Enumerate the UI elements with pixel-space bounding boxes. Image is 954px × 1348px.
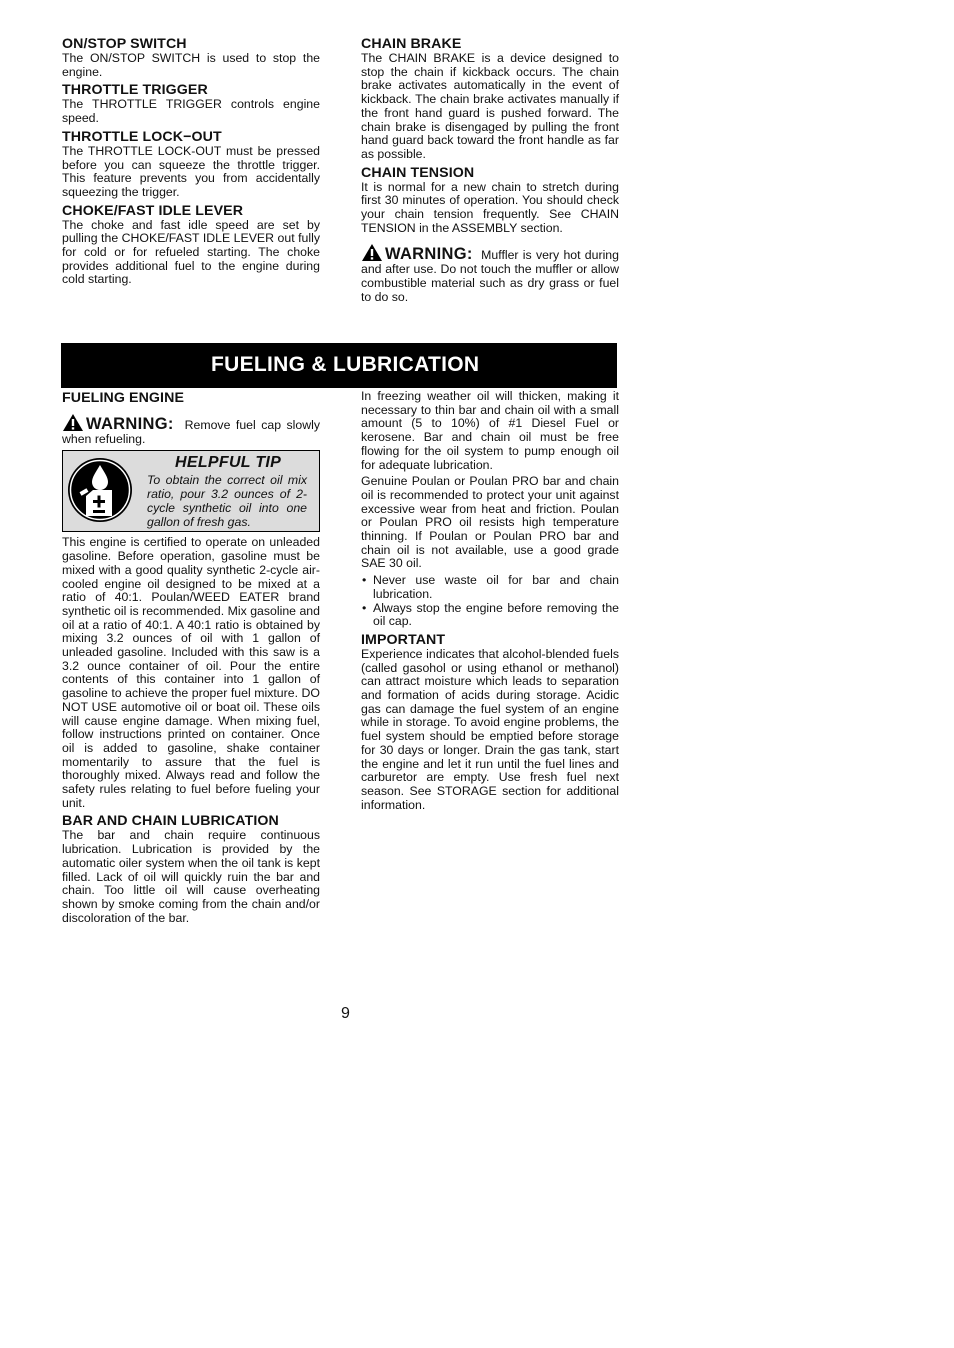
- text-throttle-lockout: The THROTTLE LOCK-OUT must be pressed before you can squeeze the throttle trigger. This feature prevents you from accidentally squeezing the trigger.: [62, 143, 320, 199]
- list-item: • Always stop the engine before removing the oil cap.: [361, 602, 619, 629]
- text-bar-chain-lubrication: The bar and chain require continuous lubrication. Lubrication is provided by the automatic oiler system when the oil tank is kept filled. Lack of oil will quickly ruin the bar and chain. Too little oil will cause overheating shown by smoke coming from the chain and/or discoloration of the bar.: [62, 828, 320, 925]
- heading-throttle-trigger: THROTTLE TRIGGER: [62, 82, 208, 99]
- section-choke-fast-idle: [62, 203, 320, 288]
- text-throttle-trigger: The THROTTLE TRIGGER controls engine speed.: [62, 97, 320, 126]
- text-on-stop-switch: The ON/STOP SWITCH is used to stop the engine.: [62, 51, 320, 79]
- text-freezing-weather: In freezing weather oil will thicken, making it necessary to thin bar and chain oil with a small amount (5 to 10%) of #1 Diesel Fuel or kerosene. Bar and chain oil must be free flowing for the oil system to pump enough oil for adequate lubrication.: [361, 389, 619, 472]
- section-bar-chain-lubrication: [62, 813, 320, 925]
- warning-label: WARNING:: [86, 415, 174, 433]
- section-on-stop-switch: [62, 36, 320, 79]
- text-chain-brake: The CHAIN BRAKE is a device designed to stop the chain if kickback occurs. The chain brake activates automatically in the event of kickback. The chain brake activates manually if the front hand guard is pushed forward. The chain brake is disengaged by pulling the front hand guard back toward the front handle as far as possible.: [361, 51, 619, 161]
- text-fueling-engine: This engine is certified to operate on unleaded gasoline. Before operation, gasoline must be mixed with a good quality synthetic 2-cycle air-cooled engine oil designed to be mixed at a ratio of 40:1. Poulan/WEED EATER brand synthetic oil is recommended. Mix gasoline and oil at a ratio of 40:1. A 40:1 ratio is obtained by mixing 3.2 ounces of oil with 1 gallon of unleaded gasoline. Included with this saw is a 3.2 ounce container of oil. Pour the entire contents of this container into 1 gallon of gasoline to achieve the proper fuel mixture. DO NOT USE automotive oil or boat oil. These oils will cause engine damage. When mixing fuel, follow instructions printed on container. Once oil is added to gasoline, shake container momentarily to assure that the fuel is thoroughly mixed. Always read and follow the safety rules relating to fuel before fueling your unit.: [62, 535, 320, 810]
- section-throttle-trigger: [62, 82, 320, 125]
- helpful-tip-box: [62, 450, 320, 532]
- controls-column-right: [361, 36, 619, 306]
- fuel-cap-warning-text: Remove fuel cap slowly when refueling.: [62, 418, 321, 446]
- helpful-tip-title: HELPFUL TIP: [175, 454, 282, 472]
- heading-on-stop-switch: ON/STOP SWITCH: [62, 36, 187, 52]
- heading-choke-fast-idle: CHOKE/FAST IDLE LEVER: [62, 202, 244, 219]
- banner-title: FUELING & LUBRICATION: [211, 353, 480, 376]
- list-item: • Never use waste oil for bar and chain lubrication.: [361, 574, 619, 601]
- section-banner: [61, 343, 617, 388]
- heading-bar-chain-lubrication: BAR AND CHAIN LUBRICATION: [62, 813, 279, 830]
- heading-fueling-engine: FUELING ENGINE: [62, 390, 185, 406]
- heading-chain-tension: CHAIN TENSION: [361, 164, 475, 181]
- section-throttle-lockout: [62, 129, 320, 200]
- muffler-warning-text: Muffler is very hot during and after use. Do not touch the muffler or allow combustible material such as dry grass or fuel to do so.: [361, 248, 619, 304]
- controls-column-left: [62, 36, 320, 290]
- text-genuine-oil: Genuine Poulan or Poulan PRO bar and chain oil is recommended to protect your unit against excessive wear from heat and friction. Poulan or Poulan PRO oil resists high temperature thinning. If Poulan or Poulan PRO bar and chain oil is not available, use a good grade SAE 30 oil.: [361, 474, 619, 571]
- fueling-column-left: [62, 390, 320, 928]
- page-number: 9: [341, 1005, 350, 1022]
- fueling-column-right: [361, 390, 619, 815]
- heading-throttle-lockout: THROTTLE LOCK−OUT: [62, 128, 222, 145]
- warning-label: WARNING:: [385, 245, 473, 264]
- fuel-oil-mix-icon: [66, 456, 134, 524]
- helpful-tip-text: To obtain the correct oil mix ratio, pour 3.2 ounces of 2-cycle synthetic oil into one gallon of fresh gas.: [147, 473, 307, 530]
- section-chain-brake: [361, 36, 619, 162]
- muffler-warning: [361, 243, 619, 304]
- text-important: Experience indicates that alcohol-blended fuels (called gasohol or using ethanol or methanol) can attract moisture which leads to separation and formation of acids during storage. Acidic gas can damage the fuel system of an engine while in storage. To avoid engine problems, the fuel system should be emptied before storage for 30 days or longer. Drain the gas tank, start the engine and let it run until the fuel lines and carburetor are empty. Use fresh fuel next season. See STORAGE section for additional information.: [361, 646, 619, 812]
- text-chain-tension: It is normal for a new chain to stretch during first 30 minutes of operation. You should check your chain tension frequently. See CHAIN TENSION in the ASSEMBLY section.: [361, 179, 619, 235]
- warning-triangle-icon: [361, 243, 383, 262]
- section-chain-tension: [361, 165, 619, 236]
- heading-important: IMPORTANT: [361, 631, 446, 648]
- fuel-cap-warning: [62, 413, 320, 446]
- warning-triangle-icon: [62, 413, 84, 432]
- text-choke-fast-idle: The choke and fast idle speed are set by pulling the CHOKE/FAST IDLE LEVER out fully for cold or for refueled starting. The choke provides additional fuel to the engine during cold starting.: [62, 217, 320, 287]
- heading-chain-brake: CHAIN BRAKE: [361, 36, 462, 52]
- oil-bullet-list: [361, 574, 619, 629]
